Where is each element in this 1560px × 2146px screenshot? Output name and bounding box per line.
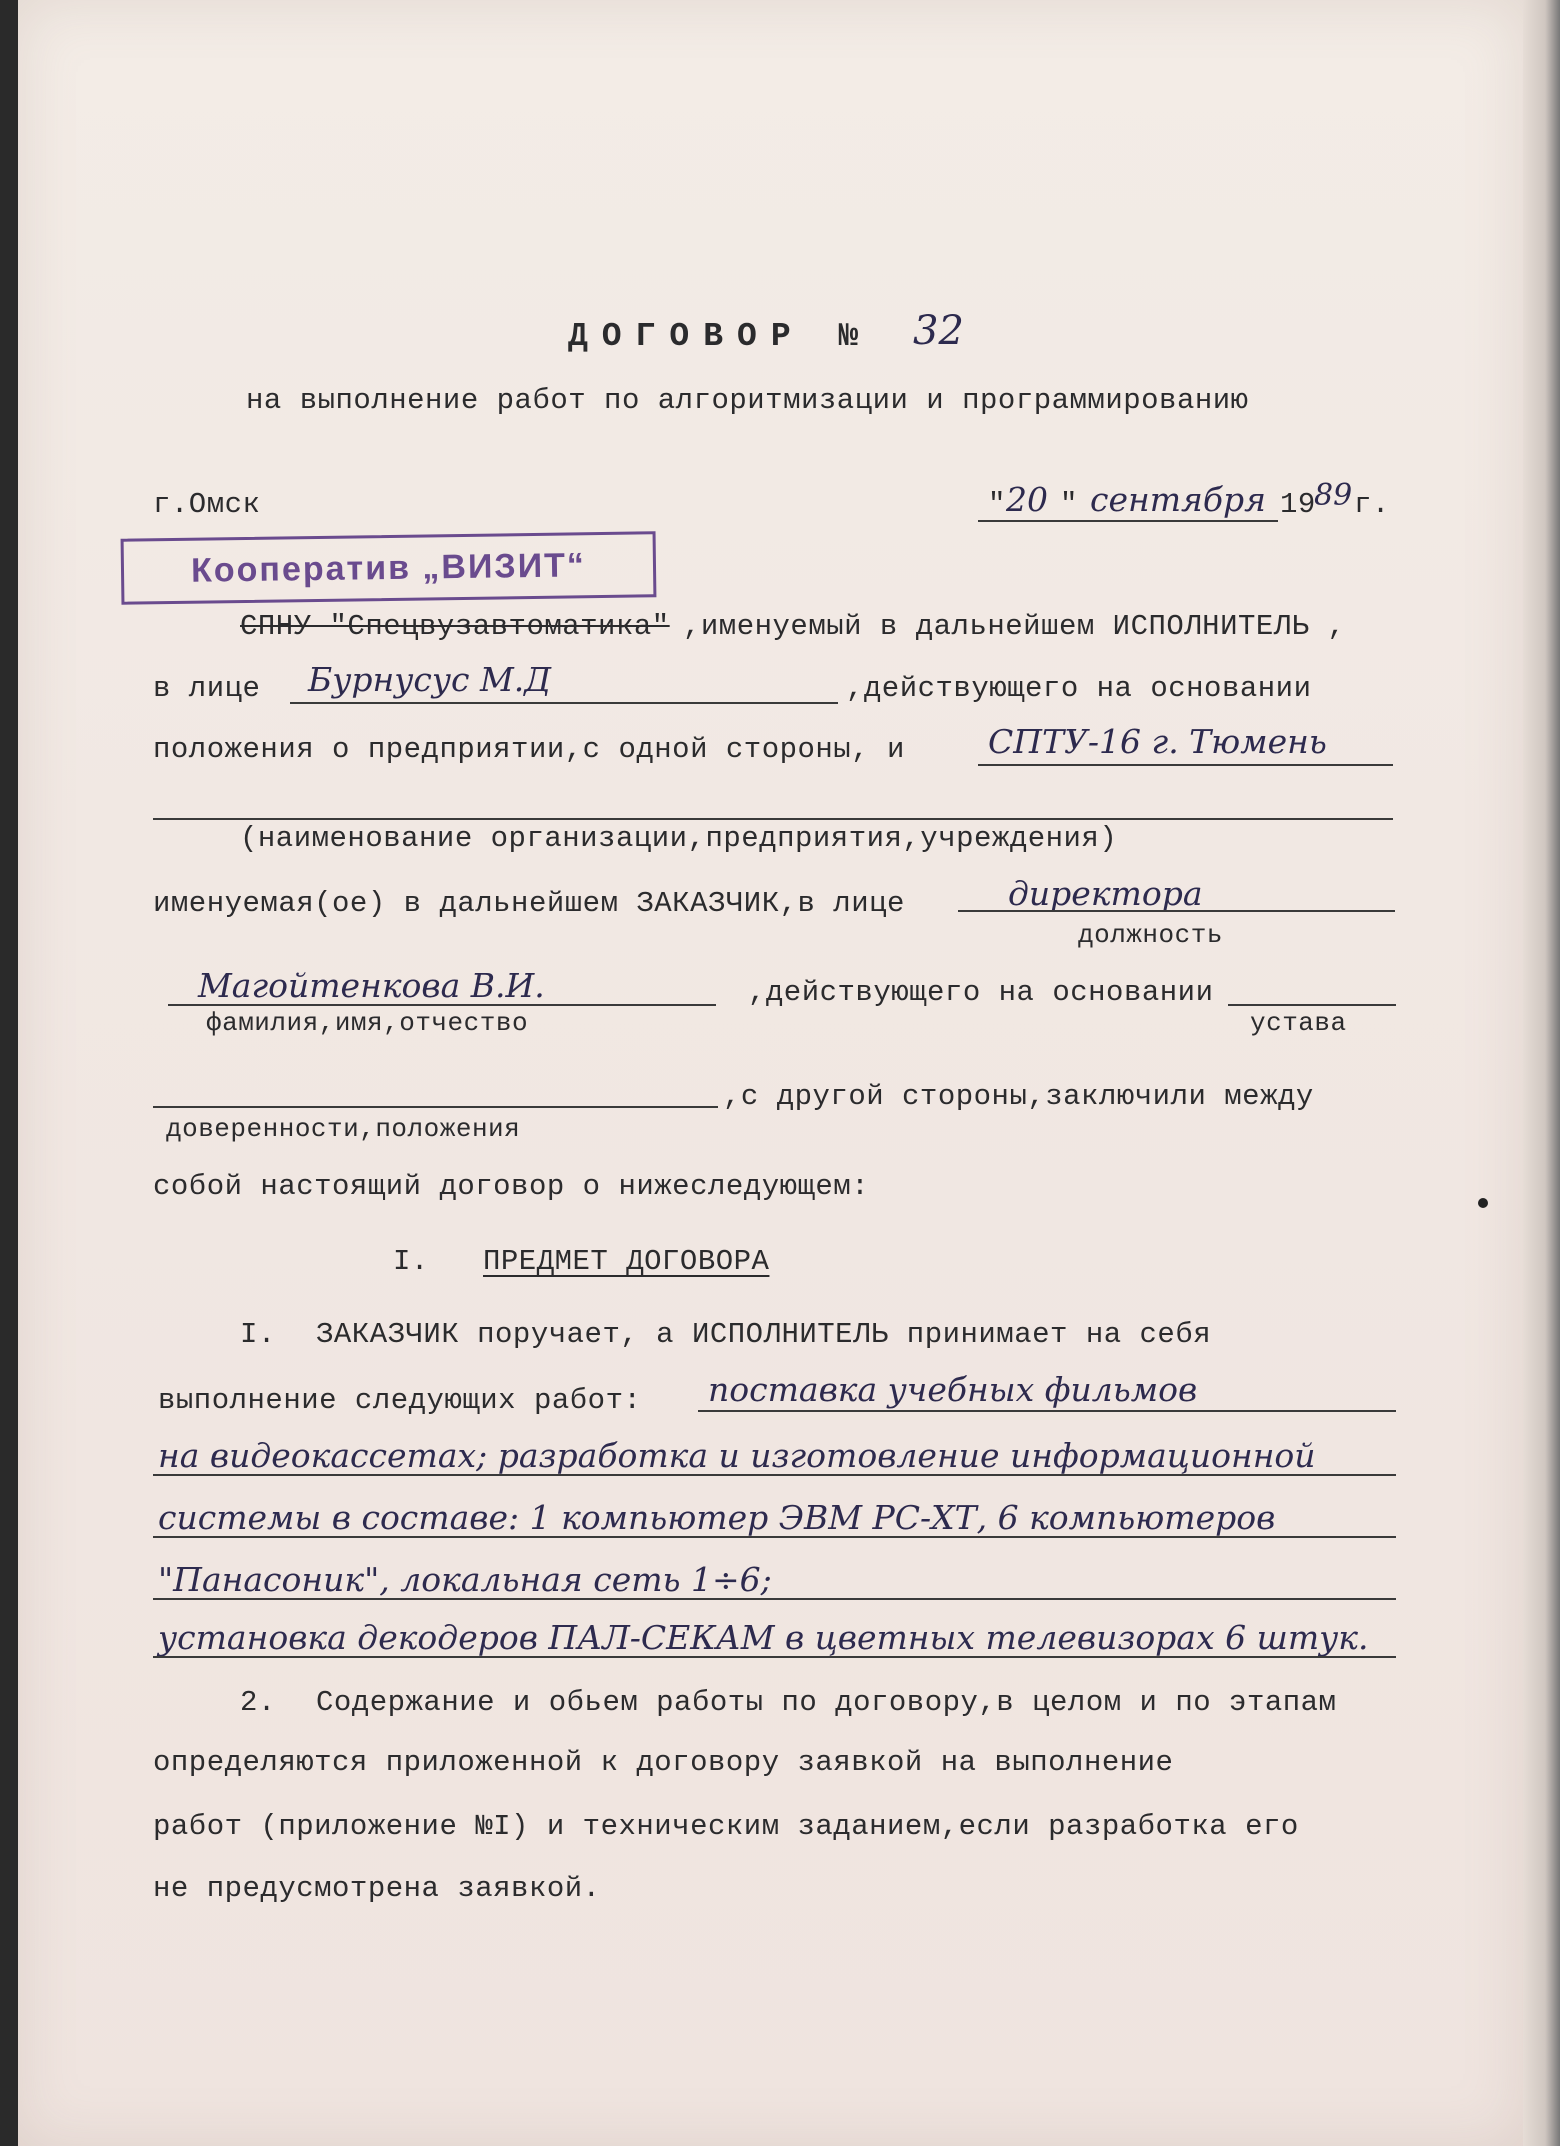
work-line-3 — [153, 1536, 1396, 1538]
work-item-4: "Панасоник", локальная сеть 1÷6; — [158, 1560, 772, 1599]
contract-title: ДОГОВОР № — [568, 318, 873, 355]
paragraph-2-line4: не предусмотрена заявкой. — [153, 1872, 601, 1905]
charter-caption: устава — [1250, 1008, 1347, 1038]
between-us: собой настоящий договор о нижеследующем: — [153, 1170, 870, 1203]
paragraph-2-line3: работ (приложение №I) и техническим заданием,если разработка его — [153, 1810, 1299, 1843]
ink-dot — [1478, 1198, 1488, 1208]
work-item-1: поставка учебных фильмов — [708, 1370, 1198, 1409]
fio-caption: фамилия,имя,отчество — [206, 1008, 529, 1038]
power-caption: доверенности,положения — [166, 1114, 521, 1144]
basis-line — [1228, 1004, 1396, 1006]
city: г.Омск — [153, 488, 261, 521]
cooperative-stamp: Кооператив „ВИЗИТ“ — [121, 531, 657, 604]
section-title: ПРЕДМЕТ ДОГОВОРА — [483, 1245, 770, 1278]
paragraph-1-line2: выполнение следующих работ: — [158, 1384, 642, 1417]
section-number: I. — [393, 1245, 429, 1278]
in-person-label: в лице — [153, 672, 261, 705]
work-item-3: системы в составе: 1 компьютер ЭВМ РС-ХТ, 6 компьютеров — [158, 1498, 1276, 1537]
date-year-suffix: 89 — [1314, 478, 1353, 513]
org-caption: (наименование организации,предприятия,учреждения) — [240, 822, 1118, 855]
date-month: сентября — [1090, 480, 1267, 519]
contract-number: 32 — [913, 308, 964, 354]
work-line-4 — [153, 1598, 1396, 1600]
acting-basis-2: ,действующего на основании — [748, 976, 1214, 1009]
work-item-5: установка декодеров ПАЛ-СЕКАМ в цветных телевизорах 6 штук. — [158, 1618, 1369, 1657]
date-day: 20 — [1006, 480, 1048, 519]
work-line-1 — [698, 1410, 1396, 1412]
customer-name-line — [168, 1004, 716, 1006]
contract-subtitle: на выполнение работ по алгоритмизации и программированию — [246, 384, 1249, 417]
date-quote-close: " — [1060, 488, 1078, 521]
work-line-2 — [153, 1474, 1396, 1476]
executor-struck: СПНУ "Спецвузавтоматика" — [240, 610, 670, 643]
work-item-2: на видеокассетах; разработка и изготовление информационной — [158, 1436, 1316, 1475]
paragraph-2-line2: определяются приложенной к договору заявкой на выполнение — [153, 1746, 1174, 1779]
regulation-text: положения о предприятии,с одной стороны, и — [153, 733, 905, 766]
position-line — [958, 910, 1395, 912]
customer-position: директора — [1008, 874, 1203, 913]
position-caption: должность — [1078, 920, 1223, 950]
customer-org: СПТУ-16 г. Тюмень — [988, 722, 1327, 761]
executor-name: Бурнусус М.Д — [308, 660, 552, 699]
power-line — [153, 1106, 718, 1108]
paragraph-2-line1: Содержание и обьем работы по договору,в целом и по этапам — [316, 1686, 1337, 1719]
executor-name-line — [290, 702, 838, 704]
paragraph-2-number: 2. — [240, 1686, 276, 1719]
paragraph-1-number: I. — [240, 1318, 276, 1351]
named-customer: именуемая(ое) в дальнейшем ЗАКАЗЧИК,в лице — [153, 887, 905, 920]
work-line-5 — [153, 1656, 1396, 1658]
date-g: г. — [1354, 488, 1390, 521]
document-page — [18, 0, 1523, 2146]
customer-name: Магойтенкова В.И. — [198, 966, 545, 1005]
other-side: ,с другой стороны,заключили между — [723, 1080, 1314, 1113]
customer-org-line — [978, 764, 1393, 766]
acting-basis: ,действующего на основании — [846, 672, 1312, 705]
org-line — [153, 818, 1393, 820]
executor-rest: ,именуемый в дальнейшем ИСПОЛНИТЕЛЬ , — [683, 610, 1346, 643]
scan-border — [0, 0, 18, 2146]
date-quote-open: " — [988, 488, 1006, 521]
date-underline — [978, 520, 1278, 522]
paper-edge — [1523, 0, 1560, 2146]
date-year-prefix: 19 — [1280, 488, 1316, 521]
paragraph-1-text: ЗАКАЗЧИК поручает, а ИСПОЛНИТЕЛЬ принимает на себя — [316, 1318, 1212, 1351]
